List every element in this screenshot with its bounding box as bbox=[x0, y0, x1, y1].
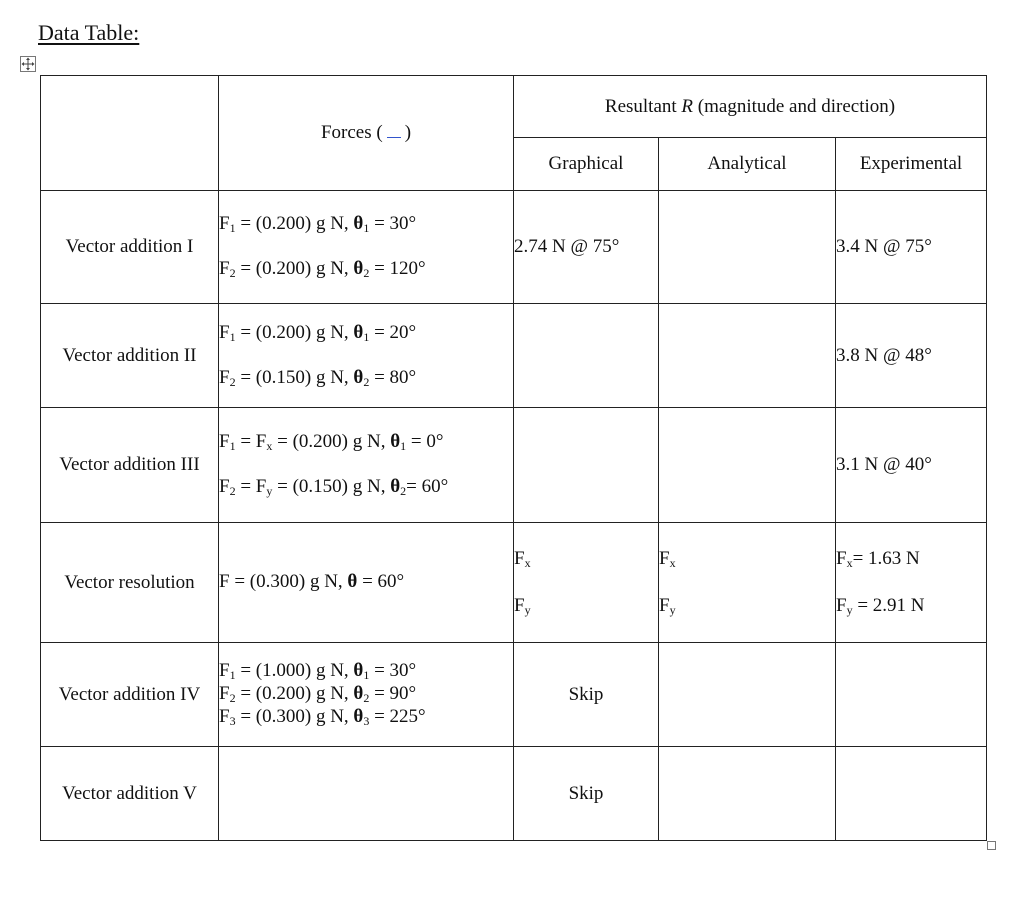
row-label: Vector addition I bbox=[41, 191, 219, 304]
forces-header: Forces ( ) bbox=[219, 76, 514, 191]
graphical-header: Graphical bbox=[514, 138, 659, 191]
graphical-cell[interactable] bbox=[514, 304, 659, 408]
experimental-cell[interactable] bbox=[836, 643, 987, 747]
forces-cell bbox=[219, 408, 514, 523]
unit-blank bbox=[387, 123, 401, 138]
force-line: $F_1 = (1.000)$ g N, $\theta_1 = 30^\circ$ bbox=[219, 660, 417, 683]
force-line: $F_2 = (0.200)$ g N, $\theta_2 = 120^\circ$ bbox=[219, 258, 426, 280]
forces-cell bbox=[219, 643, 514, 747]
table-row bbox=[41, 191, 987, 304]
force-line: $F_3 = (0.300)$ g N, $\theta_3 = 225^\circ$ bbox=[219, 705, 426, 728]
analytical-cell[interactable] bbox=[659, 304, 836, 408]
table-resize-handle-icon[interactable] bbox=[987, 841, 996, 850]
fx-line: $F_x$ bbox=[659, 547, 676, 570]
force-line: F = (0.300) g N, θ = 60° bbox=[219, 571, 405, 593]
table-row bbox=[41, 747, 987, 841]
experimental-cell[interactable] bbox=[836, 523, 987, 643]
force-line: $F_1 = (0.200)$ g N, $\theta_1 = 20^\circ$ bbox=[219, 321, 417, 344]
row-label: Vector addition II bbox=[41, 304, 219, 408]
force-line: $F_1 = F_x = (0.200)$ g N, $\theta_1 = 0^\circ$ bbox=[219, 431, 444, 454]
fx-line: $F_x= 1.63$ N bbox=[836, 547, 920, 570]
table-row bbox=[41, 643, 987, 747]
forces-cell[interactable] bbox=[219, 747, 514, 841]
table-move-handle-icon[interactable] bbox=[20, 56, 36, 72]
graphical-cell[interactable] bbox=[514, 408, 659, 523]
analytical-cell[interactable] bbox=[659, 523, 836, 643]
experimental-cell[interactable]: 3.1 N @ 40° bbox=[836, 408, 987, 523]
row-label: Vector addition V bbox=[41, 747, 219, 841]
forces-cell bbox=[219, 191, 514, 304]
data-table bbox=[40, 75, 987, 841]
graphical-cell[interactable]: 2.74 N @ 75° bbox=[514, 191, 659, 304]
experimental-cell[interactable]: 3.8 N @ 48° bbox=[836, 304, 987, 408]
row-label: Vector addition III bbox=[41, 408, 219, 523]
force-line: $F_2 = (0.200)$ g N, $\theta_2 = 90^\circ$ bbox=[219, 683, 417, 706]
row-label: Vector resolution bbox=[41, 523, 219, 643]
analytical-header: Analytical bbox=[659, 138, 836, 191]
forces-cell bbox=[219, 523, 514, 643]
row-label: Vector addition IV bbox=[41, 643, 219, 747]
experimental-cell[interactable]: 3.4 N @ 75° bbox=[836, 191, 987, 304]
force-line: $F_2 = (0.150)$ g N, $\theta_2 = 80^\circ$ bbox=[219, 366, 417, 389]
analytical-cell[interactable] bbox=[659, 191, 836, 304]
table-row bbox=[41, 523, 987, 643]
fy-line: $F_y = 2.91$ N bbox=[836, 594, 925, 617]
analytical-cell[interactable] bbox=[659, 408, 836, 523]
fy-line: $F_y$ bbox=[514, 594, 531, 617]
graphical-cell[interactable]: Skip bbox=[514, 747, 659, 841]
page-title: Data Table: bbox=[38, 20, 140, 45]
graphical-cell[interactable] bbox=[514, 523, 659, 643]
fy-line: $F_y$ bbox=[659, 594, 676, 617]
force-line: $F_2 = F_y = (0.150)$ g N, $\theta_2= 60^\circ$ bbox=[219, 476, 449, 498]
analytical-cell[interactable] bbox=[659, 747, 836, 841]
table-row bbox=[41, 408, 987, 523]
experimental-header: Experimental bbox=[836, 138, 987, 191]
forces-cell bbox=[219, 304, 514, 408]
analytical-cell[interactable] bbox=[659, 643, 836, 747]
resultant-header: Resultant R (magnitude and direction) bbox=[514, 76, 987, 138]
table-row bbox=[41, 304, 987, 408]
graphical-cell[interactable]: Skip bbox=[514, 643, 659, 747]
fx-line: $F_x$ bbox=[514, 547, 531, 570]
header-blank-cell bbox=[41, 76, 219, 191]
experimental-cell[interactable] bbox=[836, 747, 987, 841]
force-line: $F_1 = (0.200)$ g N, $\theta_1 = 30^\circ$ bbox=[219, 213, 417, 236]
